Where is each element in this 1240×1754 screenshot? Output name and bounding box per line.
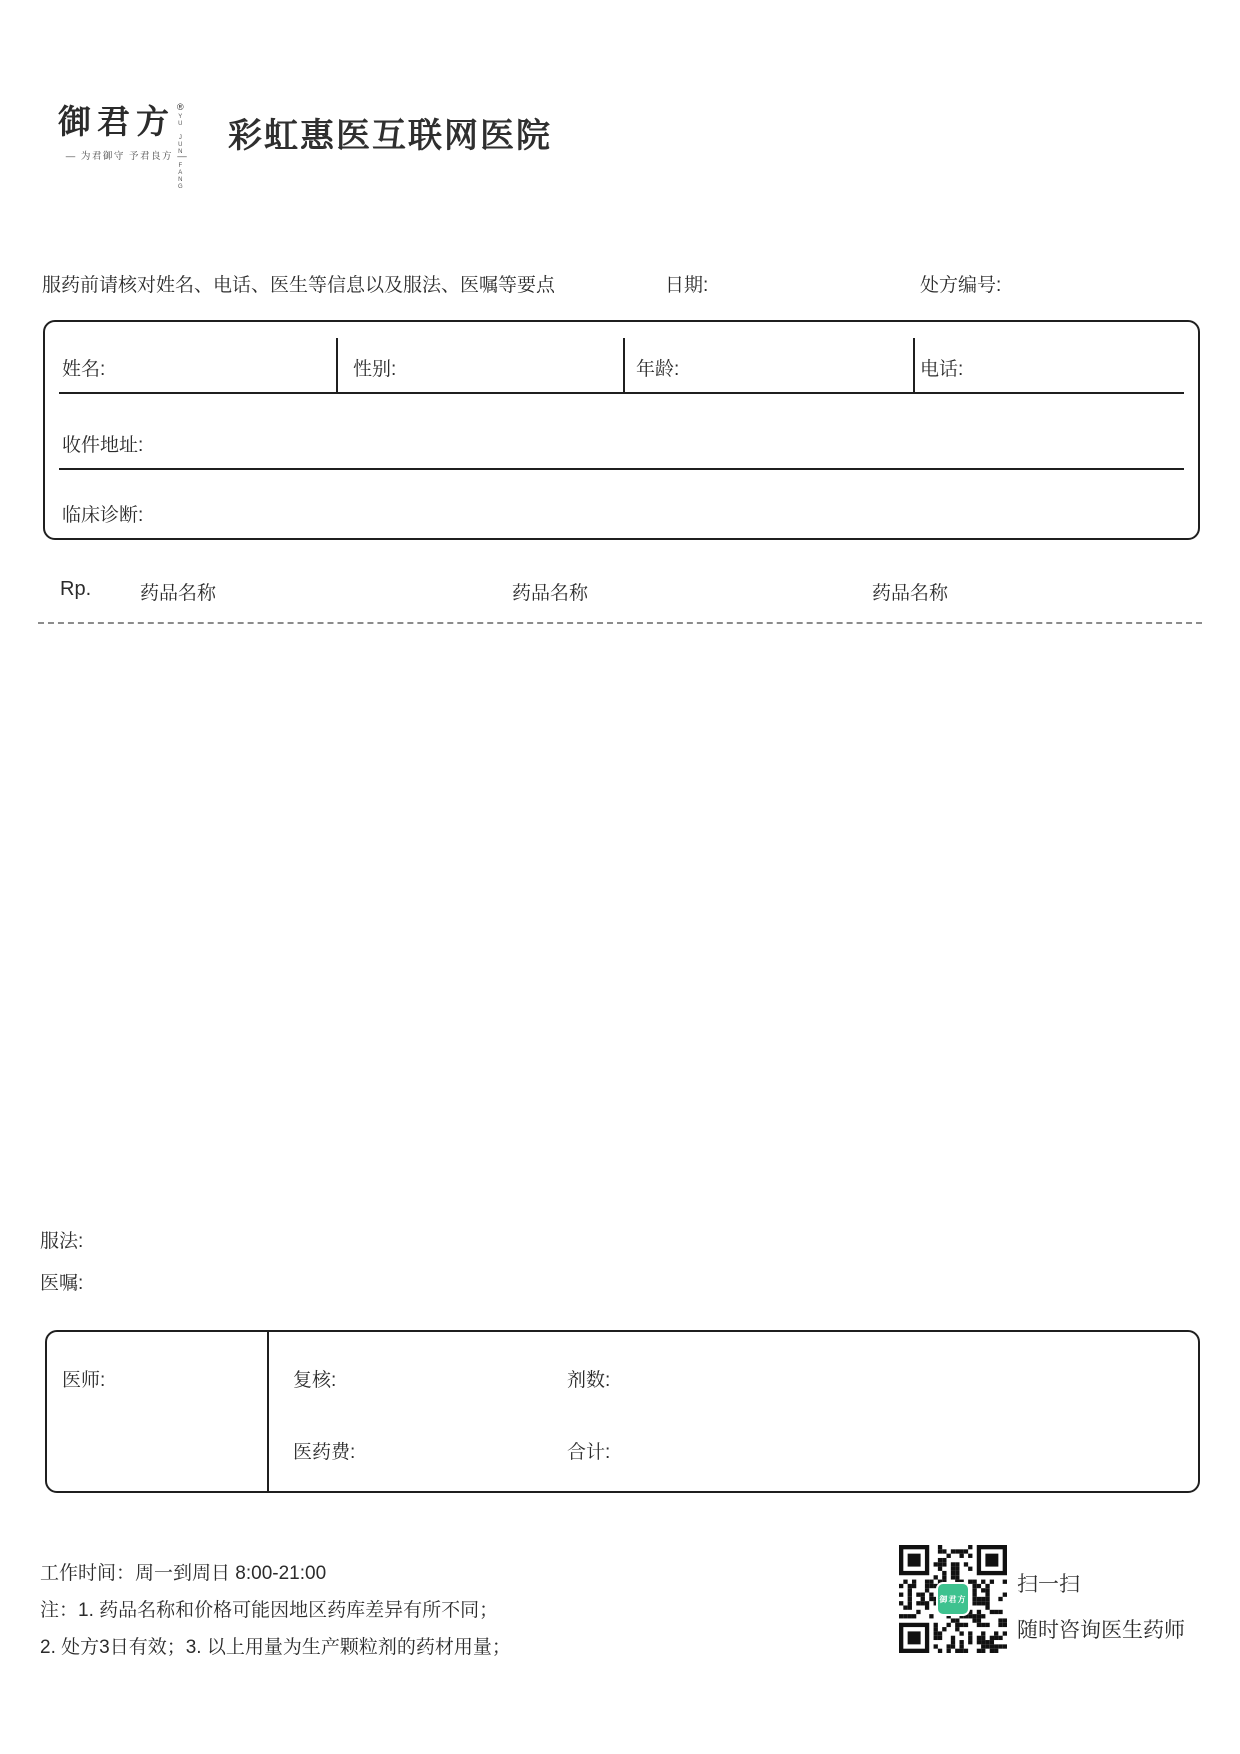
drug-column-header: 药品名称 <box>872 583 949 604</box>
hospital-title: 彩虹惠医互联网医院 <box>228 117 552 155</box>
drug-column-header: 药品名称 <box>512 583 589 604</box>
qr-caption-scan: 扫一扫 <box>1017 1573 1080 1596</box>
dashed-separator <box>38 622 1202 624</box>
physician-label: 医师: <box>62 1370 106 1391</box>
column-divider <box>623 338 625 392</box>
gender-label: 性别: <box>353 359 397 380</box>
column-divider <box>913 338 915 392</box>
date-label: 日期: <box>665 275 709 296</box>
signoff-box <box>45 1330 1200 1493</box>
rp-label: Rp. <box>60 578 92 600</box>
logo-wordmark: 御君方 <box>58 102 175 141</box>
patient-info-box <box>43 320 1200 540</box>
registered-mark-icon: ® <box>177 102 184 112</box>
qr-code <box>899 1545 1007 1653</box>
age-label: 年龄: <box>636 359 680 380</box>
name-label: 姓名: <box>62 359 106 380</box>
note-line-1: 注：1. 药品名称和价格可能因地区药库差异有所不同； <box>40 1600 499 1621</box>
row-divider <box>59 392 1184 394</box>
medicine-fee-label: 医药费: <box>293 1442 356 1463</box>
address-label: 收件地址: <box>62 435 144 456</box>
total-label: 合计: <box>567 1442 611 1463</box>
doctor-advice-label: 医嘱: <box>40 1273 84 1294</box>
logo-vertical-text: YU JUN FANG <box>177 114 184 191</box>
working-hours: 工作时间：周一到周日 8:00-21:00 <box>40 1563 327 1584</box>
column-divider <box>336 338 338 392</box>
logo-tagline: — 为君御守 予君良方 — <box>65 151 189 162</box>
dose-count-label: 剂数: <box>567 1370 611 1391</box>
pre-use-notice: 服药前请核对姓名、电话、医生等信息以及服法、医嘱等要点 <box>42 275 556 296</box>
brand-logo <box>58 103 186 191</box>
qr-center-badge: 御君方 <box>936 1582 970 1616</box>
note-line-2: 2. 处方3日有效；3. 以上用量为生产颗粒剂的药材用量； <box>40 1637 511 1658</box>
qr-caption-consult: 随时咨询医生药师 <box>1017 1619 1185 1642</box>
row-divider <box>59 468 1184 470</box>
signoff-divider <box>267 1332 269 1491</box>
phone-label: 电话: <box>920 359 964 380</box>
drug-column-header: 药品名称 <box>140 583 217 604</box>
usage-method-label: 服法: <box>40 1231 84 1252</box>
rx-number-label: 处方编号: <box>920 275 1002 296</box>
logo-side-column <box>177 103 184 191</box>
diagnosis-label: 临床诊断: <box>62 505 144 526</box>
review-label: 复核: <box>293 1370 337 1391</box>
